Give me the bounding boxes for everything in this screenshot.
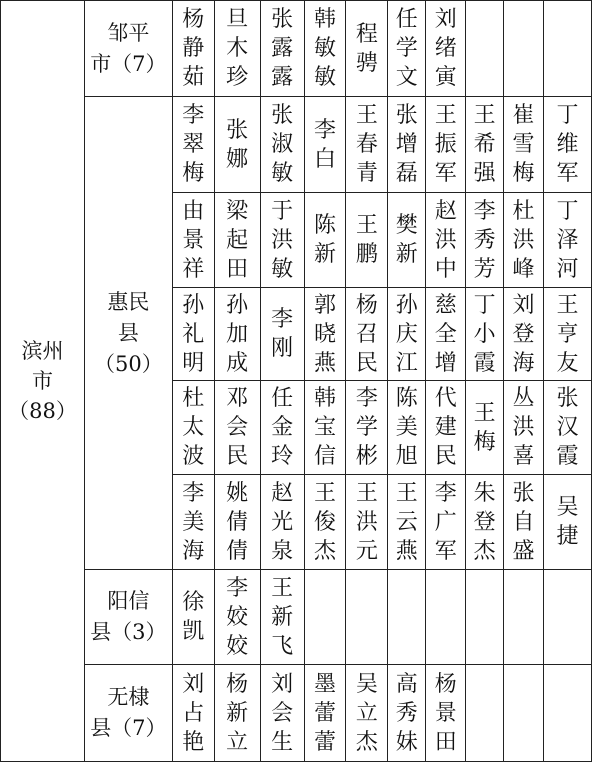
empty-cell [388, 570, 426, 665]
empty-cell [346, 570, 388, 665]
name-cell: 韩 敏 敏 [304, 1, 346, 97]
name-cell: 邓 会 民 [214, 381, 260, 475]
name-cell: 丁 泽 河 [544, 193, 592, 288]
name-cell: 樊 新 [388, 193, 426, 288]
name-cell: 姚 倩 倩 [214, 475, 260, 570]
county-cell: 无棣 县（7） [84, 665, 172, 762]
name-cell: 慈 全 增 [426, 288, 466, 381]
table-row [1, 97, 592, 193]
name-cell: 张 娜 [214, 97, 260, 193]
name-cell: 赵 洪 中 [426, 193, 466, 288]
name-cell: 墨 蕾 蕾 [304, 665, 346, 762]
table-row [1, 1, 592, 97]
name-cell: 吴 捷 [544, 475, 592, 570]
name-cell: 由 景 祥 [172, 193, 214, 288]
name-cell: 李 刚 [260, 288, 304, 381]
name-cell: 刘 会 生 [260, 665, 304, 762]
name-cell: 陈 美 旭 [388, 381, 426, 475]
name-cell: 王 梅 [466, 381, 504, 475]
name-cell: 任 学 文 [388, 1, 426, 97]
name-cell: 王 振 军 [426, 97, 466, 193]
name-cell: 张 增 磊 [388, 97, 426, 193]
name-cell: 李 翠 梅 [172, 97, 214, 193]
name-cell: 张 汉 霞 [544, 381, 592, 475]
name-cell: 杨 新 立 [214, 665, 260, 762]
name-cell: 张 自 盛 [504, 475, 544, 570]
empty-cell [544, 1, 592, 97]
name-cell: 王 春 青 [346, 97, 388, 193]
table-row [1, 570, 592, 665]
name-cell: 杜 洪 峰 [504, 193, 544, 288]
name-cell: 孙 加 成 [214, 288, 260, 381]
name-cell: 王 俊 杰 [304, 475, 346, 570]
name-cell: 李 秀 芳 [466, 193, 504, 288]
empty-cell [544, 665, 592, 762]
name-cell: 于 洪 敏 [260, 193, 304, 288]
empty-cell [504, 1, 544, 97]
name-cell: 王 新 飞 [260, 570, 304, 665]
county-cell: 惠民 县 （50） [84, 97, 172, 570]
county-cell: 阳信 县（3） [84, 570, 172, 665]
empty-cell [466, 1, 504, 97]
empty-cell [504, 570, 544, 665]
name-cell: 杜 太 波 [172, 381, 214, 475]
name-cell: 郭 晓 燕 [304, 288, 346, 381]
name-cell: 李 美 海 [172, 475, 214, 570]
name-cell: 李 白 [304, 97, 346, 193]
name-cell: 丁 维 军 [544, 97, 592, 193]
name-cell: 高 秀 妹 [388, 665, 426, 762]
name-cell: 丛 洪 喜 [504, 381, 544, 475]
name-cell: 杨 静 茹 [172, 1, 214, 97]
name-cell: 朱 登 杰 [466, 475, 504, 570]
roster-body [1, 1, 592, 762]
name-cell: 丁 小 霞 [466, 288, 504, 381]
table-row [1, 665, 592, 762]
name-cell: 张 露 露 [260, 1, 304, 97]
empty-cell [304, 570, 346, 665]
city-cell: 滨州 市 （88） [1, 1, 85, 762]
name-cell: 刘 绪 寅 [426, 1, 466, 97]
empty-cell [466, 665, 504, 762]
name-cell: 杨 景 田 [426, 665, 466, 762]
name-cell: 李 姣 姣 [214, 570, 260, 665]
name-cell: 王 鹏 [346, 193, 388, 288]
name-cell: 赵 光 泉 [260, 475, 304, 570]
name-cell: 刘 登 海 [504, 288, 544, 381]
name-cell: 李 广 军 [426, 475, 466, 570]
name-cell: 王 洪 元 [346, 475, 388, 570]
name-cell: 陈 新 [304, 193, 346, 288]
name-cell: 张 淑 敏 [260, 97, 304, 193]
name-cell: 程 骋 [346, 1, 388, 97]
name-cell: 王 希 强 [466, 97, 504, 193]
name-cell: 刘 占 艳 [172, 665, 214, 762]
name-cell: 任 金 玲 [260, 381, 304, 475]
empty-cell [544, 570, 592, 665]
name-cell: 徐 凯 [172, 570, 214, 665]
name-cell: 王 云 燕 [388, 475, 426, 570]
empty-cell [466, 570, 504, 665]
name-cell: 韩 宝 信 [304, 381, 346, 475]
name-cell: 吴 立 杰 [346, 665, 388, 762]
name-cell: 孙 庆 江 [388, 288, 426, 381]
name-cell: 李 学 彬 [346, 381, 388, 475]
name-cell: 旦 木 珍 [214, 1, 260, 97]
name-cell: 孙 礼 明 [172, 288, 214, 381]
name-cell: 梁 起 田 [214, 193, 260, 288]
name-cell: 代 建 民 [426, 381, 466, 475]
empty-cell [426, 570, 466, 665]
empty-cell [504, 665, 544, 762]
name-cell: 杨 召 民 [346, 288, 388, 381]
county-cell: 邹平 市（7） [84, 1, 172, 97]
name-cell: 崔 雪 梅 [504, 97, 544, 193]
name-cell: 王 亨 友 [544, 288, 592, 381]
